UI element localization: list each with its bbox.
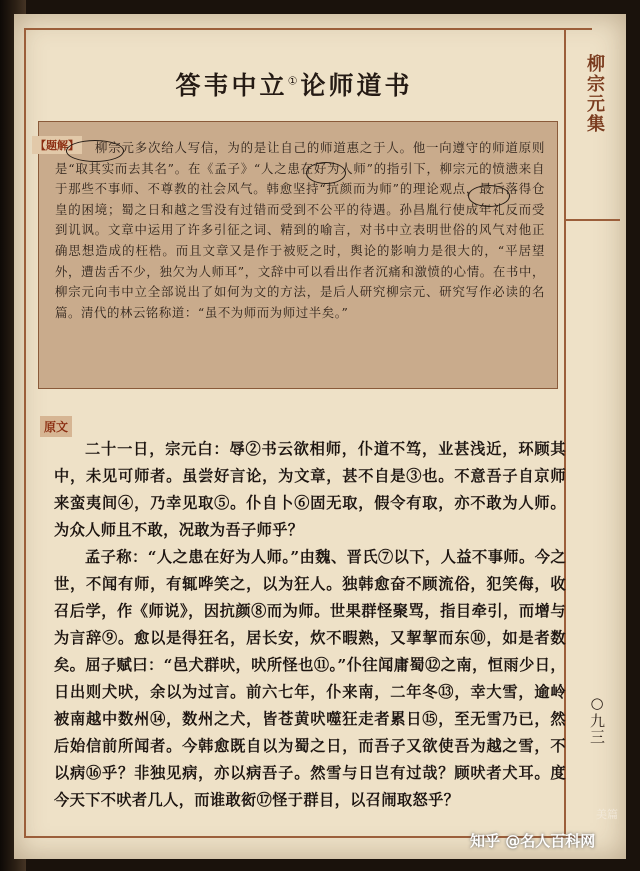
watermark-corner: 美篇 bbox=[596, 808, 618, 821]
note-text: 柳宗元多次给人写信，为的是让自己的师道惠之于人。他一向遵守的师道原则是“取其实而去其名”。在《孟子》“人之患在好为人师”的指引下，柳宗元的愤懑来自于那些不事师、不尊教的社会风气。韩愈坚持“抗颜而为师”的理论观点，最后落得仓皇的困境；蜀之日和越之雪没有过错而受到不公平的待遇。孙昌胤行使成年礼反而受到讥讽。文章中运用了许多引征之词、精到的喻言，对书中立表明世俗的风气对他正确思想造成的枉梏。而且文章又是作于被贬之时，舆论的影响力是很大的，“平居望外，遭齿舌不少，独欠为人师耳”，文辞中可以看出作者沉痛和激愤的心情。在书中，柳宗元向韦中立全部说出了如何为文的方法，是后人研究柳宗元、研究写作必读的名篇。清代的林云铭称道：“虽不为师而为师过半矣。” bbox=[55, 140, 545, 320]
handwritten-circle-mark bbox=[468, 185, 510, 207]
book-title: 柳宗元集 bbox=[584, 54, 605, 134]
essay-title-footnote-mark: ① bbox=[287, 74, 301, 88]
watermark: 知乎 @名人百科网 bbox=[470, 832, 596, 850]
handwritten-circle-mark bbox=[306, 162, 346, 184]
page-number: ○九三 bbox=[588, 694, 606, 745]
side-divider bbox=[566, 219, 620, 221]
essay-title bbox=[44, 66, 544, 102]
book-page bbox=[14, 14, 626, 859]
original-paragraph: 孟子称：“人之患在好为人师。”由魏、晋氏⑦以下，人益不事师。今之世，不闻有师，有辄哗笑之，以为狂人。独韩愈奋不顾流俗，犯笑侮，收召后学，作《师说》，因抗颜⑧而为师。世果群怪聚骂，指目牵引，而增与为言辞⑨。愈以是得狂名，居长安，炊不暇熟，又挈挈而东⑩，如是者数矣。屈子赋曰：“邑犬群吠，吠所怪也⑪。”仆往闻庸蜀⑫之南，恒雨少日，日出则犬吠，余以为过言。前六七年，仆来南，二年冬⑬，幸大雪，逾岭被南越中数州⑭，数州之犬，皆苍黄吠噬狂走者累日⑮，至无雪乃已，然后始信前所闻者。今韩愈既自以为蜀之日，而吾子又欲使吾为越之雪，不以病⑯乎？非独见病，亦以病吾子。然雪与日岂有过哉？顾吠者犬耳。度今天下不吠者几人，而谁敢衒⑰怪于群目，以召闹取怒乎？ bbox=[54, 548, 566, 809]
original-paragraph: 二十一日，宗元白：辱②书云欲相师，仆道不笃，业甚浅近，环顾其中，未见可师者。虽尝好言论，为文章，甚不自是③也。不意吾子自京师来蛮夷间④，乃幸见取⑤。仆自卜⑥固无取，假令有取，亦不敢为人师。为众人师且不敢，况敢为吾子师乎？ bbox=[54, 440, 566, 539]
original-text bbox=[54, 436, 566, 814]
note-box bbox=[38, 121, 558, 389]
original-text-label: 原文 bbox=[40, 416, 72, 437]
essay-title-tail: 论师道书 bbox=[300, 71, 413, 100]
note-label: 【题解】 bbox=[32, 136, 82, 154]
essay-title-head: 答韦中立 bbox=[175, 71, 288, 100]
handwritten-circle-mark bbox=[66, 140, 124, 162]
